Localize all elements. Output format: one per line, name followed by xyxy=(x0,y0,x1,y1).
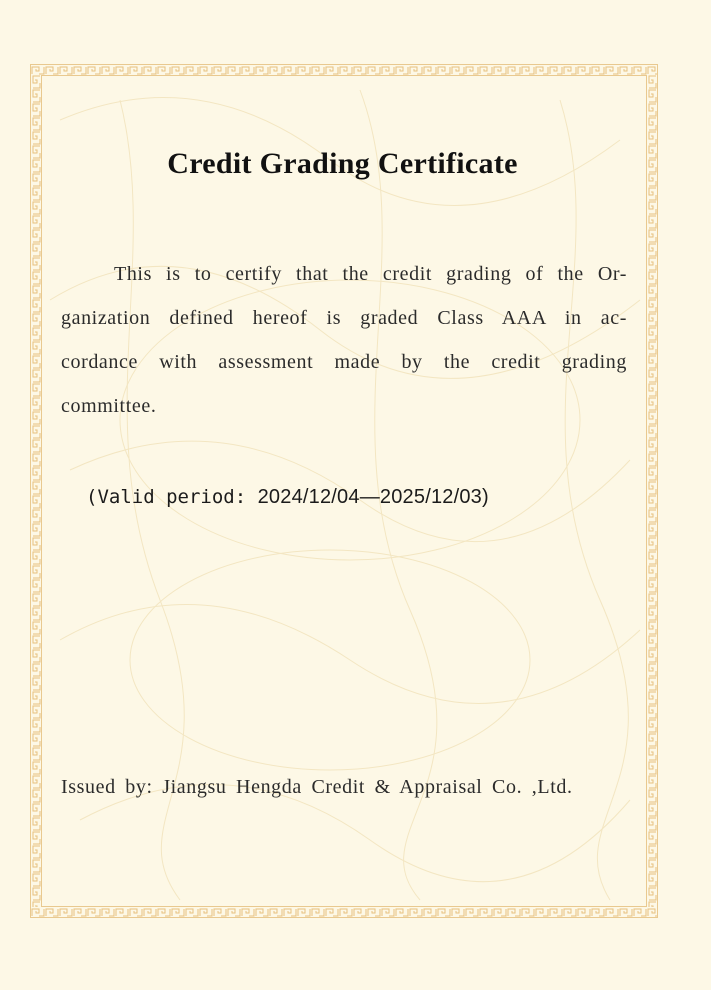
body-line-3: cordance with assessment made by the credit grading xyxy=(61,351,627,373)
valid-period-dates: 2024/12/04—2025/12/03) xyxy=(257,486,489,508)
certificate-body xyxy=(61,252,627,428)
body-line-2: ganization defined hereof is graded Class AAA in ac- xyxy=(61,307,627,329)
certificate-title: Credit Grading Certificate xyxy=(167,147,518,180)
frame-pattern-left xyxy=(31,75,41,907)
body-line-4: committee. xyxy=(61,395,157,417)
issued-by: Issued by: Jiangsu Hengda Credit & Appraisal Co. ,Ltd. xyxy=(61,776,573,798)
valid-period-label: (Valid period: xyxy=(86,486,247,508)
frame-pattern-right xyxy=(647,75,657,907)
valid-period xyxy=(86,486,489,509)
frame-pattern-bottom xyxy=(31,907,657,917)
body-line-1: This is to certify that the credit grading of the Or- xyxy=(114,263,627,285)
frame-pattern-top xyxy=(31,65,657,75)
